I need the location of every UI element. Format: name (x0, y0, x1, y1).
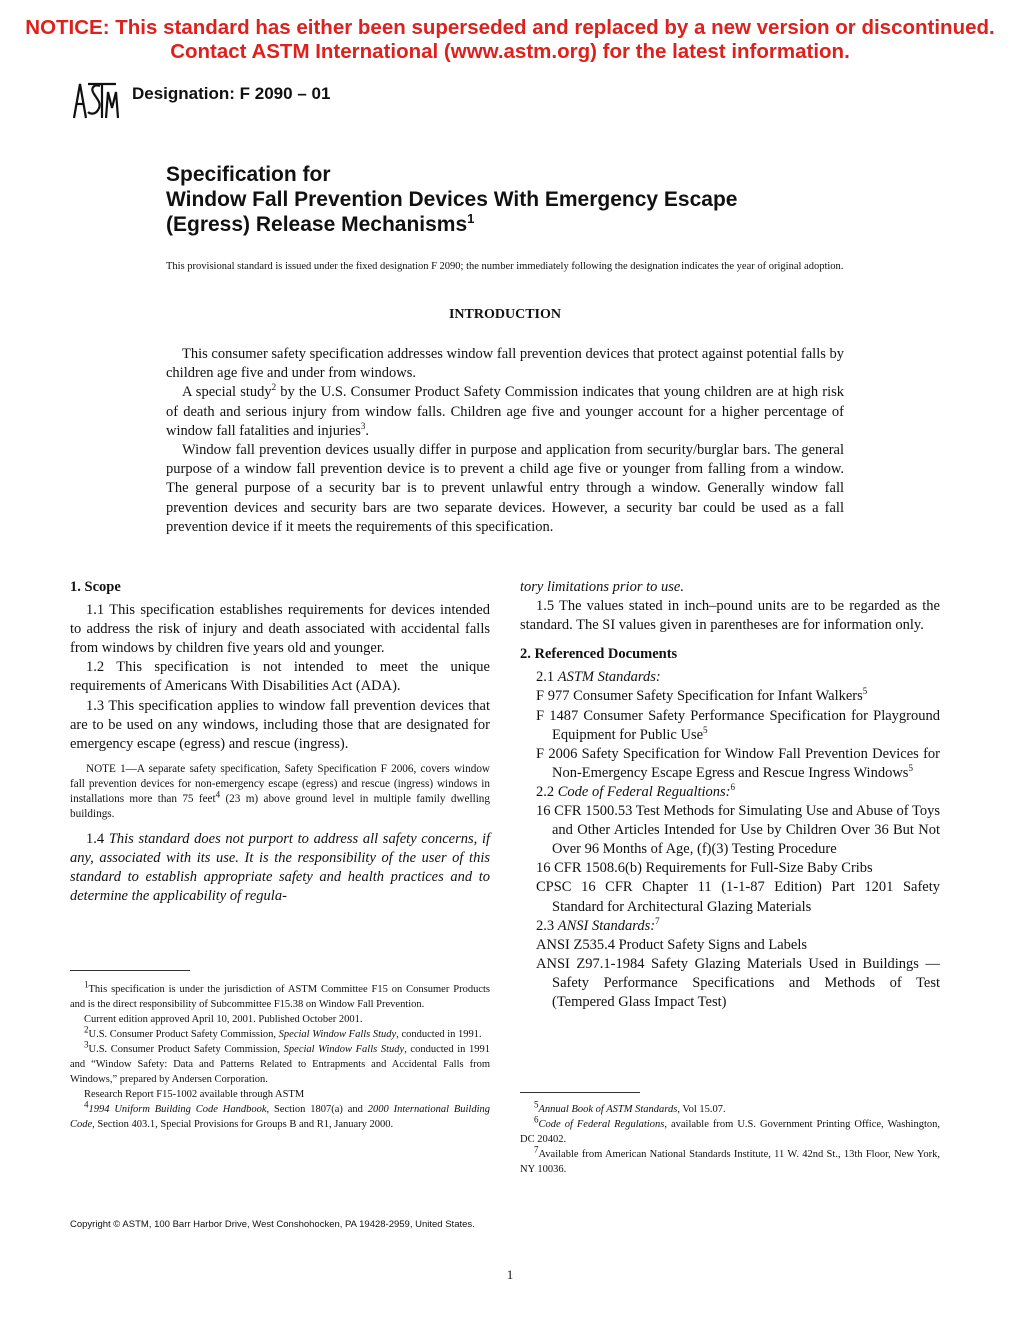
title-line-1: Specification for (166, 163, 331, 186)
section-2-1 (520, 668, 940, 687)
ref-16cfr-1500-53: 16 CFR 1500.53 Test Methods for Simulating Use and Abuse of Toys and Other Articles Intended for Use by Children Over 36 But Not Over 96 Months of Age, (f)(3) Testing Procedure (536, 803, 940, 858)
section-1-4-number: 1.4 (86, 830, 109, 847)
intro-p2-b: by the U.S. Consumer Product Safety Commission indicates that young children are at high risk of death and serious injury from window falls. Children age five and younger account for a higher percentage of window fall fatalities and injuries (166, 384, 844, 439)
section-1-5: 1.5 The values stated in inch–pound units are to be regarded as the standard. The SI values given in parentheses are for information only. (520, 598, 940, 634)
page-number: 1 (506, 1267, 514, 1282)
footnote-7-text: Available from American National Standards Institute, 11 W. 42nd St., 13th Floor, New York, NY 10036. (520, 1149, 940, 1175)
left-column (70, 578, 490, 906)
footnote-4-mark: 4 (84, 1099, 89, 1110)
introduction-heading: INTRODUCTION (448, 307, 561, 322)
section-2-2 (520, 783, 940, 802)
footnote-3-italic: Special Window Falls Study (283, 1044, 405, 1055)
section-1-4-cont-text: tory limitations prior to use. (520, 579, 684, 595)
astm-logo-mark (70, 78, 122, 124)
document-title (166, 162, 866, 237)
section-2-3 (520, 917, 940, 936)
footnote-5-italic: Annual Book of ASTM Standards (538, 1104, 678, 1115)
ref-16cfr-1508-6: 16 CFR 1508.6(b) Requirements for Full-Size Baby Cribs (536, 860, 873, 877)
left-footnotes (70, 979, 490, 1132)
footnote-3c: Research Report F15-1002 available through ASTM (84, 1089, 305, 1100)
footnote-3-mark: 3 (84, 1039, 89, 1050)
ref-cpsc-part-1201: CPSC 16 CFR Chapter 11 (1-1-87 Edition) Part 1201 Safety Standard for Architectural Glazing Materials (536, 879, 940, 915)
footnote-6 (520, 1114, 940, 1147)
footnote-2-italic: Special Window Falls Study (278, 1029, 397, 1040)
footnote-4-text-b: , Section 403.1, Special Provisions for Groups B and R1, January 2000. (92, 1119, 394, 1130)
footnote-4-italic-2: 2000 International Building Code (70, 1104, 490, 1130)
designation: Designation: F 2090 – 01 (132, 84, 331, 103)
intro-p2-sup: 2 (271, 382, 277, 393)
section-1-2: 1.2 This specification is not intended to meet the unique requirements of Americans With Disabilities Act (ADA). (70, 659, 490, 695)
footnote-2-text-b: , conducted in 1991. (396, 1029, 482, 1040)
intro-p2-sup2: 3 (360, 420, 366, 431)
ref-ansi-z97-1: ANSI Z97.1-1984 Safety Glazing Materials Used in Buildings — Safety Performance Specifications and Methods of Test (Tempered Glass Impact Test) (536, 955, 940, 1010)
introduction-body (166, 345, 844, 537)
note-label: NOTE 1 (86, 762, 126, 775)
footnote-3-text-b: , conducted in 1991 and “Window Safety: Data and Patterns Related to Entrapments and Accidental Falls from Windows,” prepared by Andersen Corporation. (70, 1044, 490, 1085)
notice-line-1: NOTICE: This standard has either been superseded and replaced by a new version or discontinued. (25, 16, 995, 39)
ref-f1487-text: F 1487 Consumer Safety Performance Specification for Playground Equipment for Public Use (536, 707, 940, 743)
ref-f2006-sup: 5 (908, 763, 913, 774)
note-text-a: —A separate safety specification, Safety Specification F 2006, covers window fall prevention devices for non-emergency escape (egress) and rescue (ingress) windows in installations more than 75 feet (70, 762, 491, 805)
right-footnotes (520, 1099, 940, 1177)
section-2-3-sup: 7 (655, 915, 660, 926)
ref-f2006 (536, 745, 940, 783)
ref-f1487-sup: 5 (703, 724, 708, 735)
section-2-1-number: 2.1 (536, 669, 558, 686)
ref-f977 (536, 687, 940, 706)
section-1-1: 1.1 This specification establishes requirements for devices intended to address the risk of injury and death associated with accidental falls from windows by children five years old and younger. (70, 602, 490, 657)
footnote-1 (70, 979, 490, 1012)
section-2-3-text: ANSI Standards: (557, 917, 656, 934)
notice-line-2: Contact ASTM International (www.astm.org) for the latest information. (170, 40, 850, 63)
intro-p2-a: A special study (182, 384, 272, 401)
footnote-3-text-a: U.S. Consumer Product Safety Commission, (88, 1044, 284, 1055)
footnote-6-italic: Code of Federal Regulations (538, 1119, 665, 1130)
title-line-2: Window Fall Prevention Devices With Emergency Escape (166, 188, 738, 211)
section-1-4-continued (520, 578, 940, 597)
footnote-4 (70, 1099, 490, 1132)
right-footnote-rule (520, 1092, 640, 1093)
section-1-4-text: This standard does not purport to address all safety concerns, if any, associated with its use. It is the responsibility of the user of this standard to establish appropriate safety and health practices and to determine the applicability of regula- (70, 830, 491, 905)
title-footnote-mark: 1 (467, 211, 475, 226)
provisional-statement: This provisional standard is issued under the fixed designation F 2090; the number immediately following the designation indicates the year of original adoption. (166, 261, 844, 272)
footnote-1-text: This specification is under the jurisdiction of ASTM Committee F15 on Consumer Products and is the direct responsibility of Subcommittee F15.38 on Window Fall Prevention. (70, 984, 490, 1010)
section-2-2-sup: 6 (730, 782, 736, 793)
scope-heading: 1. Scope (70, 579, 121, 595)
footnote-1b: Current edition approved April 10, 2001. Published October 2001. (84, 1014, 363, 1025)
intro-paragraph-1: This consumer safety specification addresses window fall prevention devices that protect against potential falls by children age five and under from windows. (166, 346, 844, 382)
copyright: Copyright © ASTM, 100 Barr Harbor Drive, West Conshohocken, PA 19428-2959, United States. (70, 1219, 475, 1230)
section-1-3: 1.3 This specification applies to window fall prevention devices that are to be used on any windows, including those that are designated for emergency escape (egress) and rescue (ingress). (70, 697, 490, 752)
footnote-6-text: , available from U.S. Government Printing Office, Washington, DC 20402. (520, 1119, 940, 1145)
footnote-2-text-a: U.S. Consumer Product Safety Commission, (88, 1029, 279, 1040)
footnote-5-mark: 5 (534, 1099, 539, 1110)
right-column (520, 578, 940, 1012)
section-2-1-text: ASTM Standards: (557, 669, 661, 686)
ref-f1487 (536, 707, 940, 745)
referenced-documents-heading: 2. Referenced Documents (520, 646, 678, 663)
footnote-6-mark: 6 (534, 1114, 539, 1125)
note-sup: 4 (215, 789, 221, 800)
footnote-7-mark: 7 (534, 1144, 539, 1155)
section-1-4 (70, 830, 490, 906)
section-2-2-text: Code of Federal Regualtions: (557, 783, 731, 800)
footnote-4-italic-1: 1994 Uniform Building Code Handbook (88, 1104, 267, 1115)
footnote-1-mark: 1 (84, 979, 89, 990)
footnote-5-text: , Vol 15.07. (677, 1104, 726, 1115)
left-footnote-rule (70, 970, 190, 971)
intro-paragraph-2 (166, 383, 844, 441)
footnote-5 (520, 1099, 940, 1117)
footnote-3 (70, 1039, 490, 1087)
intro-paragraph-3: Window fall prevention devices usually differ in purpose and application from security/burglar bars. The general purpose of a window fall prevention device is to prevent a child age five or younger from falling from a window. The general purpose of a security bar is to prevent unlawful entry through a window. Generally window fall prevention devices and security bars are two separate devices. However, a security bar could be used as a fall prevention device if it meets the requirements of this specification. (166, 442, 844, 535)
ref-f977-sup: 5 (862, 686, 868, 697)
footnote-7 (520, 1144, 940, 1177)
footnote-4-text-a: , Section 1807(a) and (266, 1104, 368, 1115)
ref-ansi-z535-4: ANSI Z535.4 Product Safety Signs and Labels (536, 936, 808, 953)
section-2-2-number: 2.2 (536, 783, 558, 800)
note-text-b: (23 m) above ground level in multiple family dwelling buildings. (70, 792, 490, 820)
ref-f977-text: F 977 Consumer Safety Specification for Infant Walkers (536, 688, 863, 705)
section-2-3-number: 2.3 (536, 917, 558, 934)
title-line-3: (Egress) Release Mechanisms (166, 213, 468, 236)
ref-f2006-text: F 2006 Safety Specification for Window Fall Prevention Devices for Non-Emergency Escape Egress and Rescue Ingress Windows (536, 745, 940, 781)
note-1 (70, 762, 490, 822)
astm-logo (70, 78, 122, 124)
footnote-2-mark: 2 (84, 1024, 89, 1035)
footnote-2 (70, 1024, 490, 1042)
intro-p2-c: . (365, 422, 370, 439)
